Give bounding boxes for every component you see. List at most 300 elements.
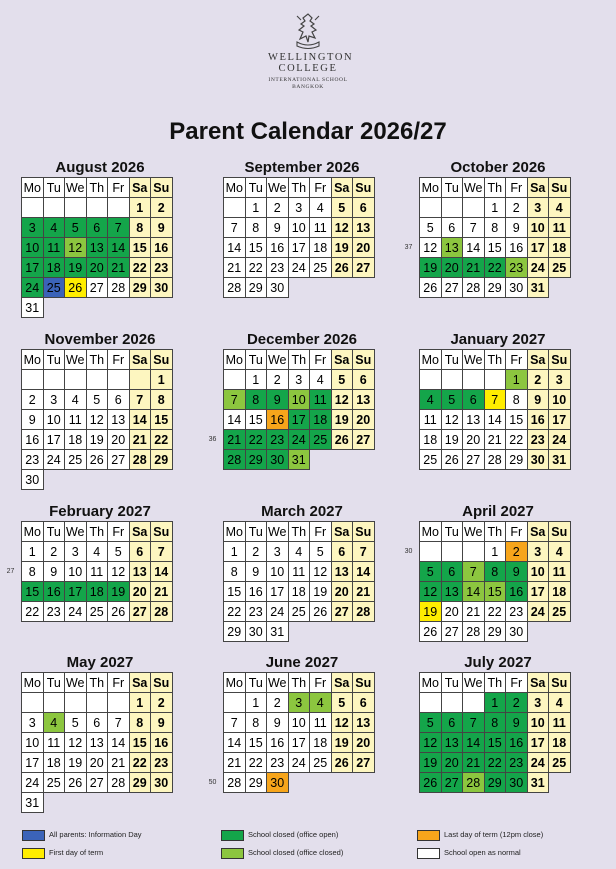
empty-cell (463, 370, 485, 390)
day-cell: 22 (484, 602, 506, 622)
weekday-header: Tu (43, 522, 65, 542)
day-cell: 7 (484, 390, 506, 410)
day-cell: 3 (43, 390, 65, 410)
week-label (398, 582, 420, 602)
weekday-header: Tu (441, 350, 463, 370)
weekday-header: Su (151, 178, 173, 198)
empty-cell (86, 470, 108, 490)
month-title: October 2026 (450, 159, 546, 176)
day-cell: 6 (353, 370, 375, 390)
week-label (398, 350, 420, 370)
empty-cell (353, 450, 375, 470)
day-cell: 31 (549, 450, 571, 470)
weekday-header: Su (353, 178, 375, 198)
weekday-header: Sa (331, 673, 353, 693)
day-cell: 29 (245, 278, 267, 298)
school-logo (268, 12, 354, 91)
day-cell: 12 (331, 390, 353, 410)
day-cell: 22 (484, 753, 506, 773)
day-cell: 2 (506, 542, 528, 562)
logo-line-3: INTERNATIONAL SCHOOL (268, 77, 348, 83)
day-cell: 30 (506, 278, 528, 298)
weekday-header: Su (549, 673, 571, 693)
day-cell: 8 (506, 390, 528, 410)
day-cell: 27 (86, 278, 108, 298)
day-cell: 18 (310, 410, 332, 430)
week-label (202, 218, 224, 238)
week-label (398, 622, 420, 642)
day-cell: 18 (43, 258, 65, 278)
day-cell: 10 (527, 218, 549, 238)
day-cell: 24 (22, 773, 44, 793)
day-cell: 12 (310, 562, 332, 582)
week-label: 30 (404, 548, 413, 555)
legend-swatch (22, 830, 45, 841)
day-cell: 12 (420, 582, 442, 602)
day-cell: 8 (484, 562, 506, 582)
day-cell: 30 (245, 622, 267, 642)
day-cell: 12 (65, 238, 87, 258)
day-cell: 1 (245, 370, 267, 390)
empty-cell (43, 370, 65, 390)
day-cell: 8 (129, 218, 151, 238)
weekday-header: Fr (310, 178, 332, 198)
day-cell: 19 (331, 733, 353, 753)
day-cell: 28 (463, 622, 485, 642)
day-cell: 12 (65, 733, 87, 753)
day-cell: 31 (527, 278, 549, 298)
day-cell: 9 (151, 713, 173, 733)
day-cell: 18 (65, 430, 87, 450)
day-cell: 17 (267, 582, 289, 602)
day-cell: 19 (331, 410, 353, 430)
empty-cell (224, 693, 246, 713)
day-cell: 28 (151, 602, 173, 622)
day-cell: 14 (151, 562, 173, 582)
day-cell: 16 (267, 410, 289, 430)
day-cell: 1 (484, 542, 506, 562)
weekday-header: Sa (331, 522, 353, 542)
month-june-2027 (202, 653, 384, 793)
day-cell: 28 (108, 278, 130, 298)
day-cell: 8 (245, 390, 267, 410)
day-cell: 3 (527, 693, 549, 713)
day-cell: 5 (420, 713, 442, 733)
day-cell: 30 (267, 278, 289, 298)
day-cell: 5 (108, 542, 130, 562)
day-cell: 28 (108, 773, 130, 793)
week-label (398, 733, 420, 753)
day-cell: 4 (86, 542, 108, 562)
empty-cell (463, 693, 485, 713)
weekday-header: Tu (441, 178, 463, 198)
weekday-header: We (267, 178, 289, 198)
week-label: 36 (208, 436, 217, 443)
day-cell: 28 (224, 773, 246, 793)
day-cell: 26 (65, 773, 87, 793)
day-cell: 13 (86, 733, 108, 753)
day-cell: 1 (506, 370, 528, 390)
day-cell: 1 (129, 198, 151, 218)
weekday-header: Fr (506, 178, 528, 198)
day-cell: 21 (151, 582, 173, 602)
day-cell: 18 (549, 238, 571, 258)
day-cell: 7 (463, 562, 485, 582)
empty-cell (441, 370, 463, 390)
weekday-header: Mo (420, 673, 442, 693)
weekday-header: We (267, 522, 289, 542)
day-cell: 21 (224, 753, 246, 773)
day-cell: 21 (463, 602, 485, 622)
month-grid (0, 521, 173, 622)
day-cell: 24 (43, 450, 65, 470)
day-cell: 19 (65, 753, 87, 773)
day-cell: 2 (151, 198, 173, 218)
empty-cell (65, 370, 87, 390)
week-label (202, 258, 224, 278)
day-cell: 28 (129, 450, 151, 470)
weekday-header: Th (288, 673, 310, 693)
empty-cell (463, 542, 485, 562)
day-cell: 15 (224, 582, 246, 602)
week-label (202, 390, 224, 410)
empty-cell (43, 298, 65, 318)
day-cell: 7 (224, 713, 246, 733)
weekday-header: Mo (224, 522, 246, 542)
day-cell: 21 (463, 753, 485, 773)
day-cell: 5 (331, 198, 353, 218)
weekday-header: We (463, 350, 485, 370)
day-cell: 16 (506, 582, 528, 602)
weekday-header: Mo (224, 350, 246, 370)
empty-cell (310, 622, 332, 642)
day-cell: 2 (506, 693, 528, 713)
empty-cell (224, 198, 246, 218)
day-cell: 10 (527, 562, 549, 582)
empty-cell (353, 773, 375, 793)
day-cell: 5 (441, 390, 463, 410)
weekday-header: Mo (22, 522, 44, 542)
day-cell: 9 (506, 713, 528, 733)
week-label (0, 753, 22, 773)
legend-label: Last day of term (12pm close) (444, 830, 544, 839)
day-cell: 6 (86, 218, 108, 238)
day-cell: 18 (549, 733, 571, 753)
day-cell: 18 (43, 753, 65, 773)
month-title: May 2027 (66, 654, 134, 671)
day-cell: 18 (310, 733, 332, 753)
month-grid (0, 177, 173, 318)
day-cell: 1 (224, 542, 246, 562)
day-cell: 28 (224, 278, 246, 298)
day-cell: 5 (331, 370, 353, 390)
weekday-header: Th (86, 673, 108, 693)
week-label (398, 673, 420, 693)
day-cell: 15 (129, 733, 151, 753)
day-cell: 21 (108, 258, 130, 278)
day-cell: 14 (108, 238, 130, 258)
week-label (202, 713, 224, 733)
day-cell: 22 (245, 753, 267, 773)
weekday-header: Mo (420, 178, 442, 198)
empty-cell (420, 542, 442, 562)
empty-cell (353, 278, 375, 298)
day-cell: 31 (267, 622, 289, 642)
day-cell: 3 (527, 542, 549, 562)
legend-label: School open as normal (444, 848, 521, 857)
day-cell: 8 (484, 713, 506, 733)
day-cell: 4 (310, 693, 332, 713)
empty-cell (549, 773, 571, 793)
day-cell: 13 (86, 238, 108, 258)
month-october-2026 (398, 158, 580, 298)
day-cell: 3 (288, 693, 310, 713)
weekday-header: Sa (527, 350, 549, 370)
day-cell: 6 (353, 693, 375, 713)
week-label (0, 410, 22, 430)
day-cell: 23 (506, 258, 528, 278)
empty-cell (288, 278, 310, 298)
day-cell: 29 (484, 622, 506, 642)
day-cell: 28 (484, 450, 506, 470)
month-april-2027 (398, 502, 580, 642)
day-cell: 15 (245, 238, 267, 258)
day-cell: 6 (86, 713, 108, 733)
logo-line-1: WELLINGTON (268, 52, 354, 63)
weekday-header: Th (288, 350, 310, 370)
day-cell: 14 (463, 238, 485, 258)
day-cell: 23 (267, 753, 289, 773)
empty-cell (151, 793, 173, 813)
day-cell: 8 (22, 562, 44, 582)
day-cell: 8 (224, 562, 246, 582)
weekday-header: Tu (245, 522, 267, 542)
day-cell: 28 (463, 773, 485, 793)
week-label (398, 370, 420, 390)
week-label (398, 430, 420, 450)
week-label (398, 218, 420, 238)
day-cell: 3 (267, 542, 289, 562)
day-cell: 19 (420, 753, 442, 773)
empty-cell (43, 693, 65, 713)
day-cell: 4 (310, 370, 332, 390)
day-cell: 14 (224, 733, 246, 753)
day-cell: 24 (527, 602, 549, 622)
day-cell: 14 (463, 733, 485, 753)
day-cell: 9 (267, 390, 289, 410)
week-label (398, 602, 420, 622)
day-cell: 3 (527, 198, 549, 218)
day-cell: 5 (310, 542, 332, 562)
day-cell: 28 (463, 278, 485, 298)
day-cell: 29 (129, 773, 151, 793)
day-cell: 7 (108, 713, 130, 733)
week-label (0, 522, 22, 542)
month-grid (398, 672, 571, 793)
day-cell: 27 (441, 278, 463, 298)
empty-cell (108, 793, 130, 813)
day-cell: 20 (353, 238, 375, 258)
day-cell: 10 (267, 562, 289, 582)
day-cell: 22 (129, 258, 151, 278)
day-cell: 19 (108, 582, 130, 602)
day-cell: 25 (43, 278, 65, 298)
day-cell: 4 (549, 693, 571, 713)
week-label (202, 178, 224, 198)
day-cell: 13 (441, 582, 463, 602)
weekday-header: Fr (310, 522, 332, 542)
day-cell: 16 (506, 238, 528, 258)
week-label (202, 733, 224, 753)
day-cell: 24 (288, 430, 310, 450)
weekday-header: Tu (43, 178, 65, 198)
weekday-header: Su (353, 522, 375, 542)
day-cell: 7 (151, 542, 173, 562)
day-cell: 24 (527, 753, 549, 773)
empty-cell (65, 198, 87, 218)
day-cell: 8 (484, 218, 506, 238)
day-cell: 1 (151, 370, 173, 390)
day-cell: 14 (108, 733, 130, 753)
month-march-2027 (202, 502, 384, 642)
weekday-header: We (65, 673, 87, 693)
day-cell: 5 (331, 693, 353, 713)
day-cell: 30 (506, 622, 528, 642)
day-cell: 9 (506, 562, 528, 582)
empty-cell (86, 298, 108, 318)
day-cell: 9 (267, 218, 289, 238)
empty-cell (549, 278, 571, 298)
day-cell: 19 (420, 258, 442, 278)
day-cell: 2 (151, 693, 173, 713)
weekday-header: Mo (224, 673, 246, 693)
weekday-header: Mo (420, 522, 442, 542)
weekday-header: We (65, 522, 87, 542)
day-cell: 23 (267, 430, 289, 450)
day-cell: 26 (420, 278, 442, 298)
day-cell: 25 (310, 258, 332, 278)
day-cell: 27 (441, 773, 463, 793)
month-july-2027 (398, 653, 580, 793)
day-cell: 13 (441, 238, 463, 258)
weekday-header: Fr (108, 350, 130, 370)
day-cell: 11 (549, 562, 571, 582)
day-cell: 25 (43, 773, 65, 793)
weekday-header: Tu (245, 350, 267, 370)
day-cell: 14 (353, 562, 375, 582)
day-cell: 19 (310, 582, 332, 602)
day-cell: 3 (22, 713, 44, 733)
day-cell: 29 (484, 278, 506, 298)
month-grid (202, 177, 375, 298)
day-cell: 6 (441, 562, 463, 582)
day-cell: 7 (129, 390, 151, 410)
day-cell: 31 (22, 793, 44, 813)
day-cell: 1 (129, 693, 151, 713)
week-label (398, 450, 420, 470)
weekday-header: Tu (245, 673, 267, 693)
day-cell: 11 (549, 218, 571, 238)
day-cell: 20 (86, 258, 108, 278)
day-cell: 22 (129, 753, 151, 773)
weekday-header: We (65, 350, 87, 370)
day-cell: 15 (484, 238, 506, 258)
weekday-header: Sa (527, 673, 549, 693)
day-cell: 21 (129, 430, 151, 450)
week-label (0, 793, 22, 813)
day-cell: 26 (420, 622, 442, 642)
weekday-header: Su (353, 673, 375, 693)
day-cell: 19 (420, 602, 442, 622)
day-cell: 15 (245, 410, 267, 430)
empty-cell (288, 622, 310, 642)
day-cell: 14 (224, 238, 246, 258)
day-cell: 17 (22, 258, 44, 278)
day-cell: 28 (224, 450, 246, 470)
day-cell: 23 (43, 602, 65, 622)
day-cell: 30 (267, 773, 289, 793)
day-cell: 23 (506, 753, 528, 773)
week-label (0, 733, 22, 753)
month-title: September 2026 (244, 159, 360, 176)
day-cell: 10 (527, 713, 549, 733)
day-cell: 2 (43, 542, 65, 562)
weekday-header: Sa (331, 178, 353, 198)
empty-cell (224, 370, 246, 390)
day-cell: 16 (506, 733, 528, 753)
week-label (202, 450, 224, 470)
weekday-header: Fr (310, 673, 332, 693)
day-cell: 15 (245, 733, 267, 753)
day-cell: 27 (108, 450, 130, 470)
weekday-header: Mo (224, 178, 246, 198)
week-label (398, 693, 420, 713)
empty-cell (527, 622, 549, 642)
day-cell: 1 (245, 198, 267, 218)
day-cell: 15 (484, 733, 506, 753)
week-label (202, 370, 224, 390)
day-cell: 11 (43, 733, 65, 753)
day-cell: 20 (108, 430, 130, 450)
empty-cell (22, 693, 44, 713)
day-cell: 9 (506, 218, 528, 238)
empty-cell (331, 278, 353, 298)
day-cell: 4 (420, 390, 442, 410)
weekday-header: Fr (108, 673, 130, 693)
day-cell: 20 (353, 410, 375, 430)
empty-cell (420, 693, 442, 713)
day-cell: 15 (506, 410, 528, 430)
day-cell: 27 (86, 773, 108, 793)
legend-label: All parents: Information Day (49, 830, 142, 839)
week-label (0, 450, 22, 470)
day-cell: 13 (353, 713, 375, 733)
day-cell: 27 (129, 602, 151, 622)
day-cell: 12 (331, 218, 353, 238)
day-cell: 30 (527, 450, 549, 470)
month-september-2026 (202, 158, 384, 298)
day-cell: 29 (224, 622, 246, 642)
empty-cell (86, 793, 108, 813)
day-cell: 20 (441, 753, 463, 773)
weekday-header: We (267, 350, 289, 370)
week-label (202, 562, 224, 582)
day-cell: 29 (506, 450, 528, 470)
day-cell: 8 (245, 218, 267, 238)
empty-cell (151, 470, 173, 490)
week-label (202, 198, 224, 218)
day-cell: 7 (224, 390, 246, 410)
